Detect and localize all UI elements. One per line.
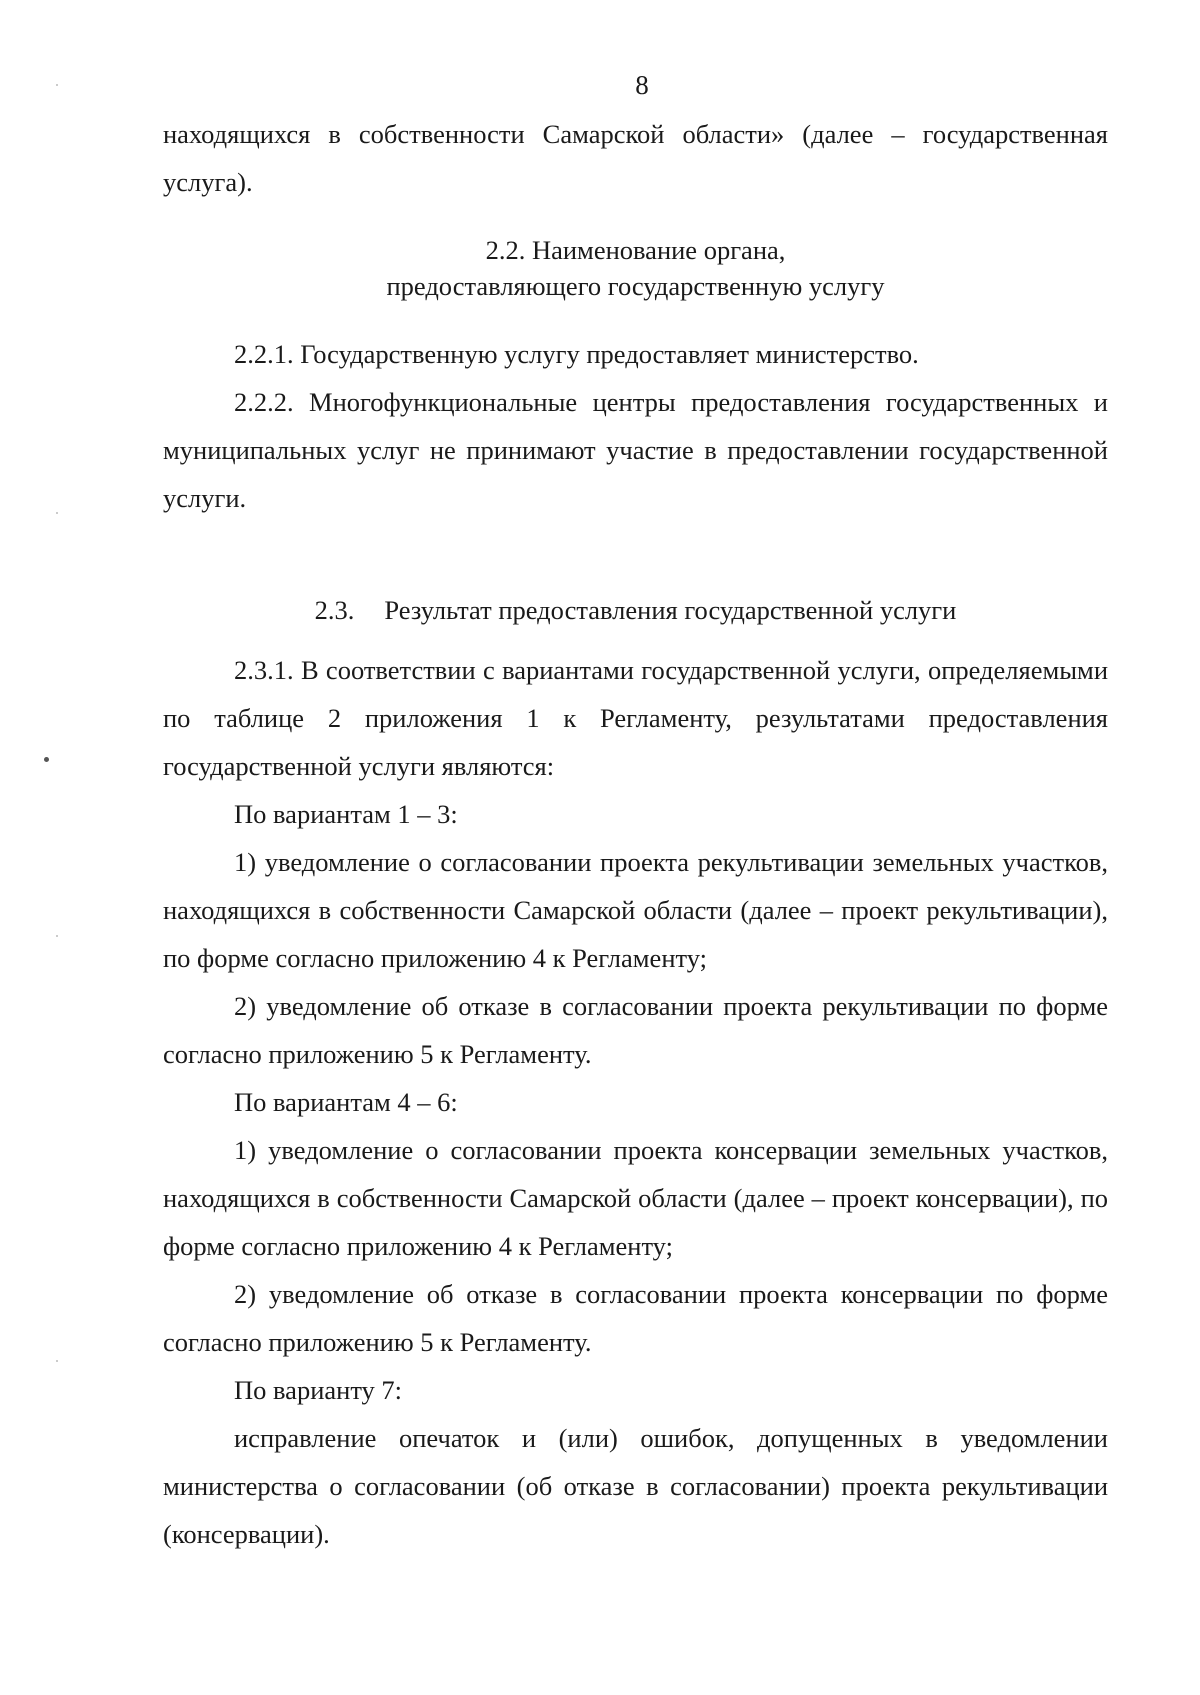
variant-7-item: исправление опечаток и (или) ошибок, допущенных в уведомлении министерства о согласовании (об отказе в согласовании) проекта рекультивации (консервации). [163, 1423, 1108, 1549]
variant-7-label: По варианту 7: [234, 1375, 403, 1405]
variants-4-6-label: По вариантам 4 – 6: [234, 1087, 458, 1117]
paragraph-2-2-2: 2.2.2. Многофункциональные центры предоставления государственных и муниципальных услуг не принимают участие в предоставлении государственной услуги. [163, 387, 1108, 513]
scan-mark [56, 935, 58, 937]
variants-1-3-item-1: 1) уведомление о согласовании проекта рекультивации земельных участков, находящихся в собственности Самарской области (далее – проект рекультивации), по форме согласно приложению 4 к Регламенту; [163, 847, 1108, 973]
variants-1-3-label: По вариантам 1 – 3: [234, 799, 458, 829]
variants-4-6-item-1: 1) уведомление о согласовании проекта консервации земельных участков, находящихся в собственности Самарской области (далее – проект консервации), по форме согласно приложению 4 к Регламенту; [163, 1135, 1108, 1261]
section-2-2-title-line1: 2.2. Наименование органа, [485, 235, 786, 265]
scan-mark [56, 512, 58, 514]
section-2-2-title-line2: предоставляющего государственную услугу [386, 271, 885, 301]
paragraph-2-3-1: 2.3.1. В соответствии с вариантами государственной услуги, определяемыми по таблице 2 приложения 1 к Регламенту, результатами предоставления государственной услуги являются: [163, 655, 1108, 781]
section-2-3-title-text: Результат предоставления государственной услуги [384, 595, 957, 625]
paragraph-2-2-1: 2.2.1. Государственную услугу предоставляет министерство. [234, 339, 919, 369]
variants-4-6-item-2: 2) уведомление об отказе в согласовании проекта консервации по форме согласно приложению 5 к Регламенту. [163, 1279, 1108, 1357]
paragraph-continuation: находящихся в собственности Самарской области» (далее – государственная услуга). [163, 119, 1108, 197]
variants-1-3-item-2: 2) уведомление об отказе в согласовании проекта рекультивации по форме согласно приложению 5 к Регламенту. [163, 991, 1108, 1069]
scan-mark [56, 1360, 58, 1362]
document-body [163, 110, 1108, 1558]
scan-mark [44, 757, 49, 762]
section-2-3-number: 2.3. [314, 595, 355, 625]
page-number: 8 [635, 70, 649, 100]
section-2-3-title [163, 586, 1108, 634]
